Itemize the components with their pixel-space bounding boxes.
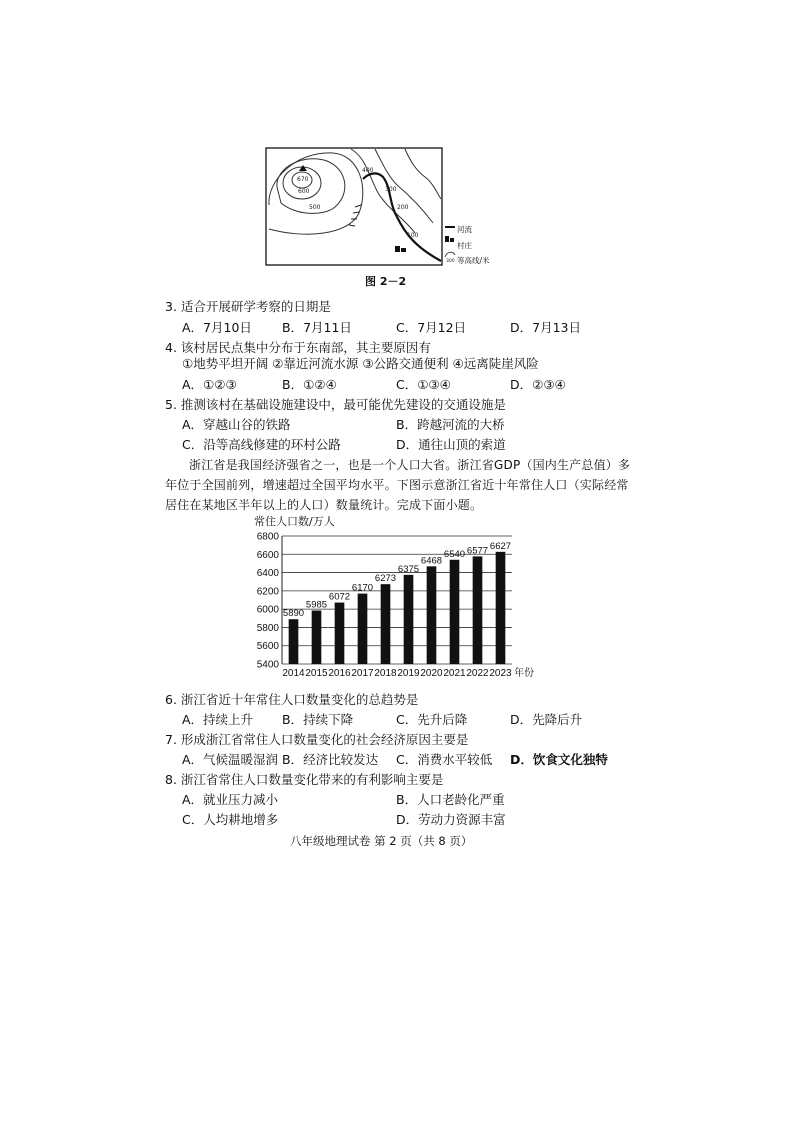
chart-xtick-label: 2016 (328, 668, 351, 679)
question-stem: 该村居民点集中分布于东南部，其主要原因有 (180, 340, 431, 355)
q6-option-d: D．先降后升 (510, 712, 583, 727)
chart-bar (450, 560, 460, 664)
chart-xtick-label: 2023 (489, 668, 512, 679)
question-5 (165, 395, 506, 413)
chart-xtick-label: 2021 (443, 668, 466, 679)
chart-bar (312, 611, 322, 664)
q7-option-b: B．经济比较发达 (282, 752, 379, 767)
peak-icon (299, 165, 307, 171)
chart-bar (358, 594, 368, 664)
contour-label: 600 (298, 188, 310, 195)
chart-ytick-label: 5800 (256, 622, 279, 634)
question-stem: 浙江省近十年常住人口数量变化的总趋势是 (180, 692, 419, 707)
chart-bars (282, 541, 534, 679)
contour-line (405, 149, 441, 199)
q3-option-a: A．7月10日 (182, 320, 252, 335)
q7-option-a: A．气候温暖湿润 (182, 752, 279, 767)
contour-label: 400 (362, 167, 374, 174)
village-icon (450, 238, 454, 242)
question-7 (165, 730, 468, 748)
chart-ylabel: 常住人口数/万人 (254, 515, 335, 528)
q6-option-a: A．持续上升 (182, 712, 254, 727)
q5-option-d: D．通往山顶的索道 (396, 437, 506, 452)
passage-text: 浙江省是我国经济强省之一，也是一个人口大省。浙江省GDP（国内生产总值）多年位于全国前列，增速超过全国平均水平。下图示意浙江省近十年常住人口（实际经常居住在某地区半年以上的人口）数量统计。完成下面小题。 (165, 458, 631, 512)
chart-data-label: 6577 (466, 545, 489, 557)
chart-data-label: 6540 (443, 548, 466, 560)
question-number: 7. (165, 732, 177, 747)
question-stem: 适合开展研学考察的日期是 (180, 299, 331, 314)
q4-statements: ①地势平坦开阔 ②靠近河流水源 ③公路交通便利 ④远离陡崖风险 (182, 356, 539, 371)
contour-label: 100 (407, 232, 419, 239)
map-frame (266, 148, 442, 265)
contour-label: 670 (297, 176, 309, 183)
chart-bar (473, 556, 483, 664)
contour-line (375, 149, 433, 223)
q5-option-b: B．跨越河流的大桥 (396, 417, 505, 432)
question-stem: 形成浙江省常住人口数量变化的社会经济原因主要是 (180, 732, 469, 747)
q8-option-b: B．人口老龄化严重 (396, 792, 505, 807)
question-3 (165, 297, 331, 315)
question-stem: 浙江省常住人口数量变化带来的有利影响主要是 (180, 772, 444, 787)
contour-label: 500 (309, 204, 321, 211)
q6-option-b: B．持续下降 (282, 712, 354, 727)
question-8 (165, 770, 443, 788)
chart-bar (496, 552, 506, 664)
chart-ytick-label: 6800 (256, 531, 279, 543)
contour-line (351, 149, 415, 233)
chart-data-label: 5985 (305, 599, 328, 611)
q4-option-c: C．①③④ (396, 377, 451, 392)
chart-bar (335, 603, 345, 664)
village-icon (401, 248, 406, 252)
chart-xtick-label: 2014 (282, 668, 305, 679)
chart-xtick-label: 2017 (351, 668, 374, 679)
question-number: 5. (165, 397, 177, 412)
chart-bar (427, 566, 437, 664)
chart-bar (381, 584, 391, 664)
q6-option-c: C．先升后降 (396, 712, 468, 727)
legend-label: 河流 (457, 225, 472, 234)
question-stem: 推测该村在基础设施建设中，最可能优先建设的交通设施是 (180, 397, 506, 412)
chart-xtick-label: 2018 (374, 668, 397, 679)
chart-data-label: 5890 (282, 608, 305, 620)
village-icon (445, 236, 449, 242)
map-legend-text (457, 222, 490, 269)
legend-label: 等高线/米 (457, 256, 490, 265)
contour-label: 200 (397, 204, 409, 211)
question-6 (165, 690, 418, 708)
contour-map (265, 147, 461, 267)
chart-data-label: 6627 (489, 540, 512, 552)
chart-bar (289, 619, 299, 664)
village-icon (395, 246, 400, 252)
q3-option-c: C．7月12日 (396, 320, 467, 335)
question-number: 4. (165, 340, 177, 355)
chart-data-label: 6273 (374, 573, 397, 585)
chart-ytick-label: 6600 (256, 549, 279, 561)
chart-data-label: 6072 (328, 591, 351, 603)
chart-xlabel: 年份 (514, 668, 534, 679)
contour-icon (445, 252, 455, 257)
figure-caption: 图 2－2 (365, 275, 407, 288)
question-number: 8. (165, 772, 177, 787)
q8-option-a: A．就业压力减小 (182, 792, 279, 807)
q5-option-c: C．沿等高线修建的环村公路 (182, 437, 341, 452)
chart-xtick-label: 2015 (305, 668, 328, 679)
chart-data-label: 6468 (420, 555, 443, 567)
chart-ytick-label: 6200 (256, 586, 279, 598)
chart-xtick-label: 2020 (420, 668, 443, 679)
q3-option-d: D．7月13日 (510, 320, 581, 335)
chart-xtick-label: 2022 (466, 668, 489, 679)
q8-option-c: C．人均耕地增多 (182, 812, 279, 827)
q8-option-d: D．劳动力资源丰富 (396, 812, 506, 827)
legend-contour-value: 300 (446, 259, 455, 264)
population-bar-chart (240, 510, 540, 685)
q3-option-b: B．7月11日 (282, 320, 352, 335)
q5-option-a: A．穿越山谷的铁路 (182, 417, 291, 432)
chart-ytick-label: 5600 (256, 641, 279, 653)
q4-option-d: D．②③④ (510, 377, 566, 392)
q4-option-a: A．①②③ (182, 377, 237, 392)
contour-label: 300 (385, 186, 397, 193)
chart-ytick-label: 5400 (256, 659, 279, 671)
legend-label: 村庄 (457, 240, 472, 250)
question-number: 6. (165, 692, 177, 707)
question-number: 3. (165, 299, 177, 314)
chart-ytick-label: 6000 (256, 604, 279, 616)
chart-xtick-label: 2019 (397, 668, 420, 679)
chart-ytick-label: 6400 (256, 568, 279, 580)
chart-bar (404, 575, 414, 664)
page-footer: 八年级地理试卷 第 2 页（共 8 页） (290, 834, 473, 848)
chart-data-label: 6170 (351, 582, 374, 594)
q7-option-d: D．饮食文化独特 (510, 752, 608, 767)
q4-option-b: B．①②④ (282, 377, 337, 392)
chart-data-label: 6375 (397, 563, 420, 575)
q7-option-c: C．消费水平较低 (396, 752, 493, 767)
